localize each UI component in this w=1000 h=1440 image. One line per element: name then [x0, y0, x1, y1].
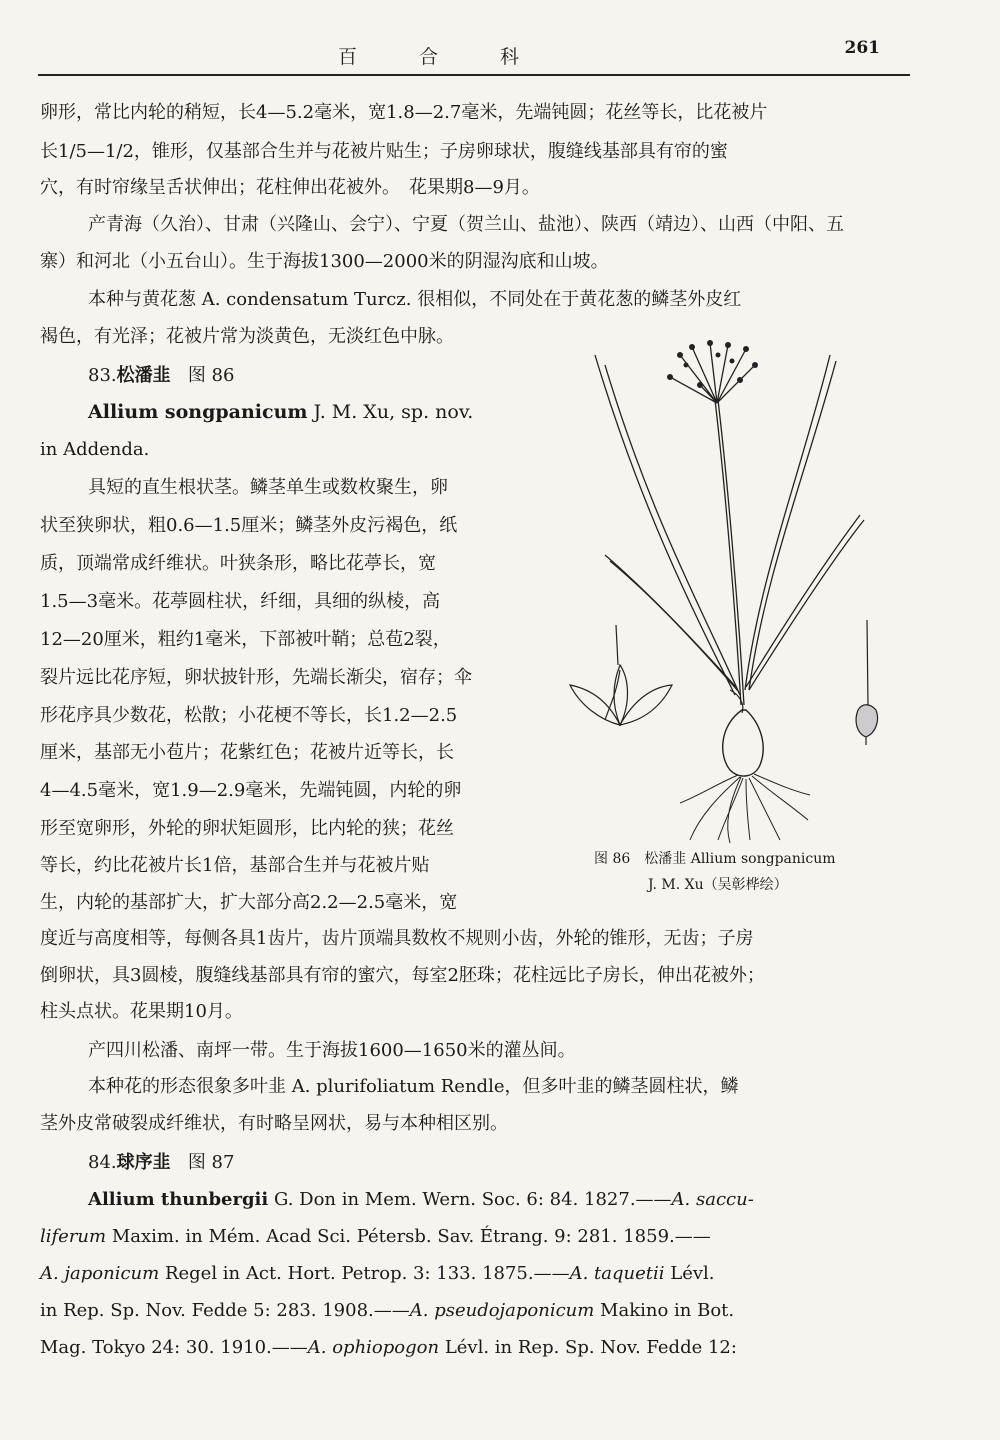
citation: Lévl. in Rep. Sp. Nov. Fedde 12:	[439, 1337, 737, 1358]
comparison-text: 本种花的形态很象多叶韭 A. plurifoliatum Rendle，但多叶韭的鳞茎圆柱状，鳞	[88, 1076, 739, 1097]
description-line: 状至狭卵状，粗0.6—1.5厘米；鳞茎外皮污褐色，纸	[40, 515, 458, 536]
synonym: A. pseudojaponicum	[409, 1300, 595, 1321]
synonym: A. taquetii	[569, 1263, 665, 1284]
citation: Regel in Act. Hort. Petrop. 3: 133. 1875.——	[159, 1263, 570, 1284]
synonym: A. japonicum	[40, 1263, 160, 1284]
description-line: 质，顶端常成纤维状。叶狭条形，略比花葶长，宽	[40, 553, 436, 574]
body-line: 长1/5—1/2，锥形，仅基部合生并与花被片贴生；子房卵球状，腹缝线基部具有帘的蜜	[40, 141, 728, 162]
synonymy-line	[40, 1225, 711, 1249]
description-line: 度近与高度相等，每侧各具1齿片，齿片顶端具数枚不规则小齿，外轮的锥形，无齿；子房	[40, 928, 754, 949]
description-line: 4—4.5毫米，宽1.9—2.9毫米，先端钝圆，内轮的卵	[40, 780, 462, 801]
citation: in Rep. Sp. Nov. Fedde 5: 283. 1908.——	[40, 1300, 410, 1321]
description-line: 生，内轮的基部扩大，扩大部分高2.2—2.5毫米，宽	[40, 892, 458, 913]
species-heading	[88, 364, 234, 388]
page-header	[38, 38, 910, 76]
figure-caption: 图 86 松潘韭 Allium songpanicum	[594, 851, 836, 867]
description-line: 厘米，基部无小苞片；花紫红色；花被片近等长，长	[40, 742, 454, 763]
synonymy-line	[40, 1336, 737, 1360]
citation: Lévl.	[664, 1263, 715, 1284]
citation: Makino in Bot.	[594, 1300, 735, 1321]
synonymy-line	[40, 1299, 734, 1323]
figure-86	[550, 325, 910, 845]
distribution-text: 产四川松潘、南坪一带。生于海拔1600—1650米的灌丛间。	[88, 1040, 576, 1061]
authority-cont: in Addenda.	[40, 439, 150, 460]
description-line: 等长，约比花被片长1倍，基部合生并与花被片贴	[40, 855, 430, 876]
description-line: 12—20厘米，粗约1毫米，下部被叶鞘；总苞2裂，	[40, 629, 451, 650]
latin-name: Allium songpanicum	[88, 401, 308, 423]
description-line: 倒卵状，具3圆棱，腹缝线基部具有帘的蜜穴，每室2胚珠；花柱远比子房长，伸出花被外；	[40, 965, 765, 986]
citation: Mag. Tokyo 24: 30. 1910.——	[40, 1337, 308, 1358]
latin-name-line	[88, 400, 473, 424]
species-heading	[88, 1151, 234, 1175]
body-line: 穴，有时帘缘呈舌状伸出；花柱伸出花被外。 花果期8—9月。	[40, 177, 540, 198]
body-line: 卵形，常比内轮的稍短，长4—5.2毫米，宽1.8—2.7毫米，先端钝圆；花丝等长，比花被片	[40, 102, 768, 123]
comparison-text: 本种与黄花葱 A. condensatum Turcz. 很相似，不同处在于黄花葱的鳞茎外皮红	[88, 289, 742, 310]
authority: J. M. Xu, sp. nov.	[307, 401, 474, 423]
description-line: 柱头点状。花果期10月。	[40, 1001, 243, 1022]
description-line: 1.5—3毫米。花葶圆柱状，纤细，具细的纵棱，高	[40, 591, 441, 612]
figure-reference: 图 87	[187, 1152, 235, 1173]
description-line: 形花序具少数花，松散；小花梗不等长，长1.2—2.5	[40, 705, 458, 726]
figure-reference: 图 86	[187, 365, 235, 386]
synonym: liferum	[40, 1226, 107, 1247]
citation: G. Don in Mem. Wern. Soc. 6: 84. 1827.——	[268, 1189, 672, 1210]
latin-name: Allium thunbergii	[88, 1189, 269, 1210]
synonym: A. saccu-	[671, 1189, 754, 1210]
figure-caption: J. M. Xu（吴彰桦绘）	[648, 877, 788, 893]
synonym: A. ophiopogon	[307, 1337, 440, 1358]
comparison-text: 茎外皮常破裂成纤维状，有时略呈网状，易与本种相区别。	[40, 1113, 508, 1134]
page-number: 261	[844, 38, 880, 58]
allium-illustration	[550, 325, 910, 845]
species-number: 84.	[88, 1152, 117, 1173]
synonymy-line	[88, 1188, 754, 1212]
comparison-text: 褐色，有光泽；花被片常为淡黄色，无淡红色中脉。	[40, 326, 454, 347]
distribution-text: 产青海（久治）、甘肃（兴隆山、会宁）、宁夏（贺兰山、盐池）、陕西（靖边）、山西（中阳、五	[88, 214, 844, 235]
description-line: 具短的直生根状茎。鳞茎单生或数枚聚生，卵	[88, 477, 448, 498]
synonymy-line	[40, 1262, 715, 1286]
description-line: 形至宽卵形，外轮的卵状矩圆形，比内轮的狭；花丝	[40, 818, 454, 839]
species-number: 83.	[88, 365, 117, 386]
species-name-cn: 松潘韭	[116, 365, 171, 386]
distribution-text: 寨）和河北（小五台山）。生于海拔1300—2000米的阴湿沟底和山坡。	[40, 251, 609, 272]
citation: Maxim. in Mém. Acad Sci. Pétersb. Sav. Étrang. 9: 281. 1859.——	[106, 1226, 711, 1247]
description-line: 裂片远比花序短，卵状披针形，先端长渐尖，宿存；伞	[40, 667, 472, 688]
species-name-cn: 球序韭	[116, 1152, 171, 1173]
running-title: 百合科	[338, 46, 582, 68]
